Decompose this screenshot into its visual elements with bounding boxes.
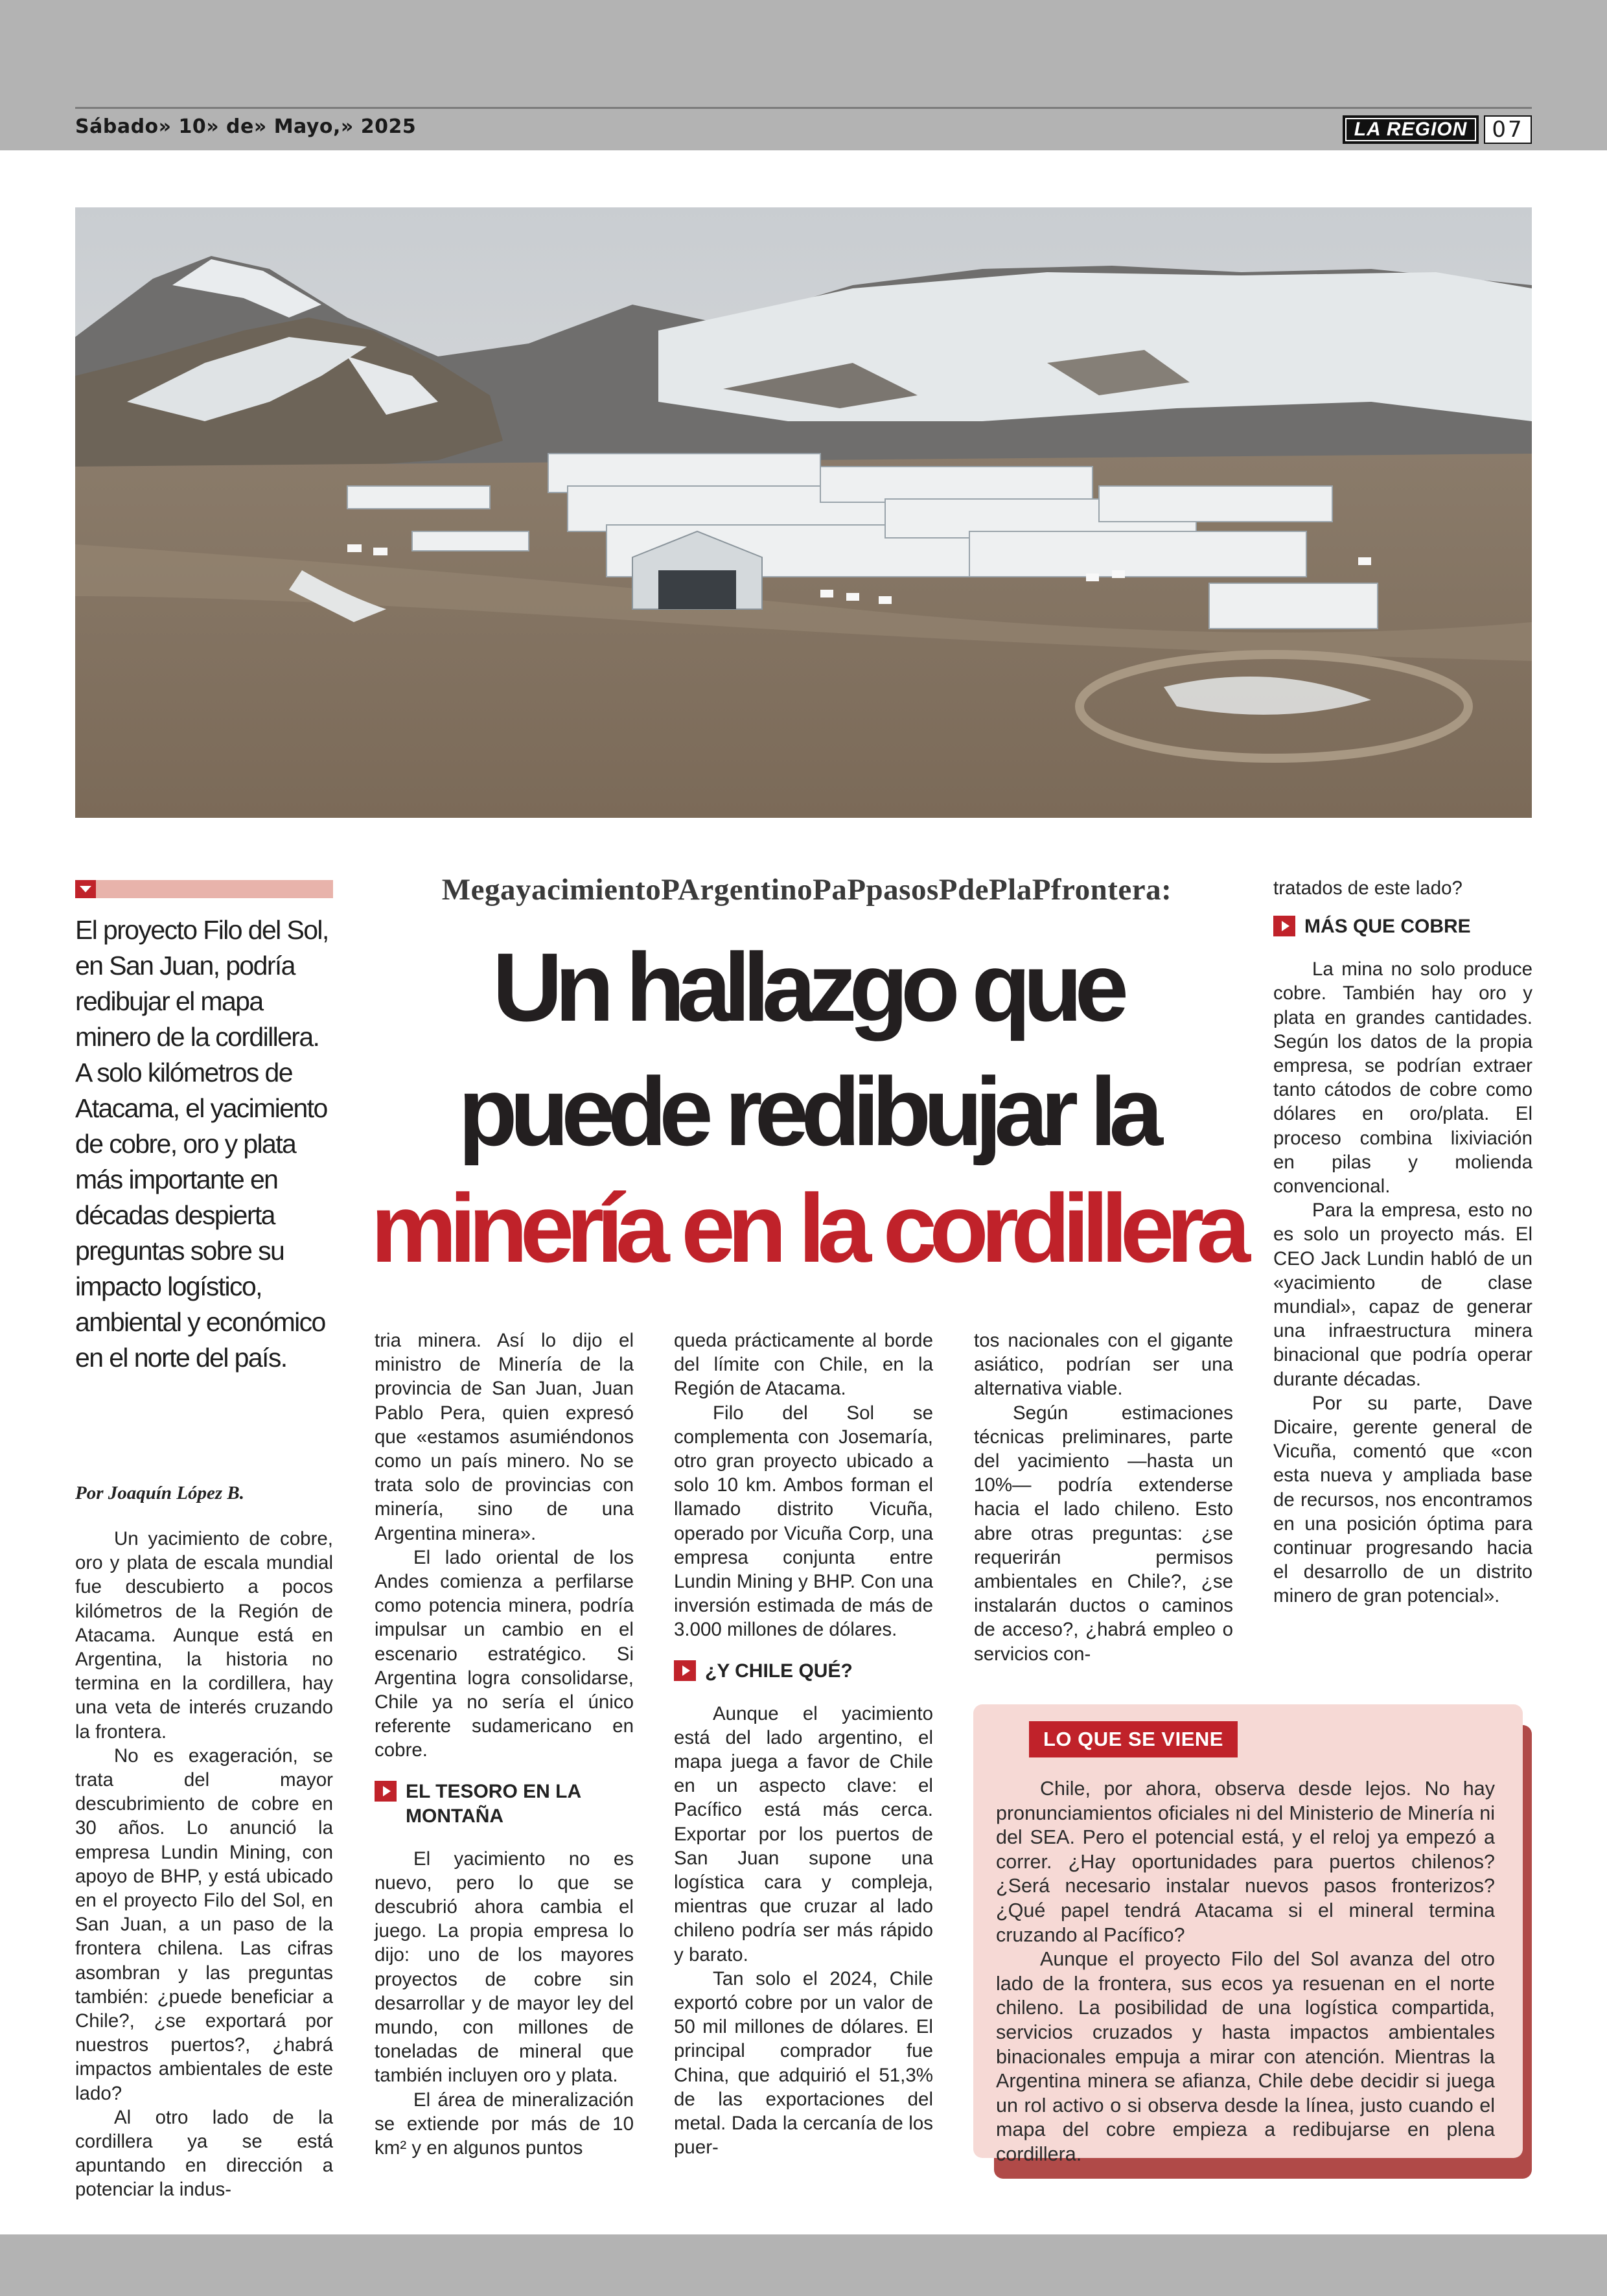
article-column-2 [375, 1328, 634, 2160]
article-column-3 [674, 1328, 933, 2160]
article-column-1 [75, 1527, 333, 2202]
paragraph: Filo del Sol se complementa con Josemaría, otro gran proyecto ubicado a solo 10 km. Ambos forman el llamado distrito Vicuña, operado por Vicuña Corp, una empresa conjunta entre Lundin Mining y BHP. Con una inversión estimada de más de 3.000 millones de dólares. [674, 1402, 933, 1641]
subheading-y-chile-que [674, 1659, 933, 1684]
subheading-mas-que-cobre [1273, 914, 1532, 939]
paragraph: El área de mineralización se extiende por más de 10 km² y en algunos puntos [375, 2089, 634, 2159]
paragraph: La mina no solo produce cobre. También hay oro y plata en grandes cantidades. Según los datos de la propia empresa, se podrían extraer tanto cátodos de cobre como dólares en oro/plata. El proceso combina lixiviación en pilas y molienda convencional. [1273, 958, 1532, 1198]
play-arrow-icon [375, 1781, 397, 1802]
article-column-4 [974, 1328, 1233, 1666]
sidebar-box-tag: LO QUE SE VIENE [1029, 1721, 1238, 1757]
paragraph: Tan solo el 2024, Chile exportó cobre por un valor de 50 mil millones de dólares. El principal comprador fue China, que adquirió el 51,3% de las exportaciones del metal. Dada la cercanía de los puer- [674, 1967, 933, 2159]
paragraph: El yacimiento no es nuevo, pero lo que se descubrió ahora cambia el juego. La propia empresa lo dijo: uno de los mayores proyectos de cobre sin desarrollar y de mayor ley del mundo, con millones de toneladas de mineral que también incluyen oro y plata. [375, 1848, 634, 2087]
headline-line-2: puede redibujar la [458, 1057, 1155, 1166]
paragraph: queda prácticamente al borde del límite con Chile, en la Región de Atacama. [674, 1330, 933, 1400]
paragraph: Un yacimiento de cobre, oro y plata de escala mundial fue descubierto a pocos kilómetros de la Región de Atacama. Aunque está en Argentina, la historia no termina en la cordillera, hay una veta de interés cruzando la frontera. [75, 1528, 333, 1743]
chevron-down-icon [75, 880, 96, 898]
article-column-5 [1273, 876, 1532, 1608]
paragraph: Chile, por ahora, observa desde lejos. No hay pronunciamientos oficiales ni del Ministerio de Minería ni del SEA. Pero el potencial está, y el reloj ya empezó a correr. ¿Hay oportunidades para puertos chilenos? ¿Será necesario instalar nuevos pasos fronterizos? ¿Qué papel tendrá Atacama si el mineral termina cruzando al Pacífico? [996, 1778, 1495, 1946]
subheading-text: MÁS QUE COBRE [1304, 916, 1471, 938]
byline: Por Joaquín López B. [75, 1483, 245, 1503]
paragraph: El lado oriental de los Andes comienza a perfilarse como potencia minera, podría impulsar un cambio en el escenario estratégico. Si Argentina logra consolidarse, Chile ya no sería el único referente sudamericano en cobre. [375, 1546, 634, 1761]
paragraph: Al otro lado de la cordillera ya se está apuntando en dirección a potenciar la indus- [75, 2106, 333, 2201]
bottom-gray-band [0, 2234, 1607, 2296]
subheading-text: ¿Y CHILE QUÉ? [705, 1660, 853, 1682]
paragraph: tos nacionales con el gigante asiático, podrían ser una alternativa viable. [974, 1330, 1233, 1400]
lede-accent-bar [75, 880, 333, 898]
paragraph: No es exageración, se trata del mayor descubrimiento de cobre en 30 años. Lo anunció la empresa Lundin Mining, con apoyo de BHP, y está ubicado en el proyecto Filo del Sol, en San Juan, a un paso de la frontera chilena. Las cifras asombran y las preguntas también: ¿puede beneficiar a Chile?, ¿se exportará por nuestros puertos?, ¿habrá impactos ambientales de este lado? [75, 1745, 333, 2104]
headline-line-1: Un hallazgo que [492, 933, 1122, 1041]
headline-kicker: MegayacimientoPArgentinoPaPpasosPdePlaPfrontera: [441, 873, 1172, 907]
header-date: Sábado» 10» de» Mayo,» 2025 [75, 115, 417, 138]
paragraph: Por su parte, Dave Dicaire, gerente general de Vicuña, comentó que «con esta nueva y ampliada base de recursos, nos encontramos en una posición óptima para continuar progresando hacia el desarrollo de un distrito minero de gran potencial». [1273, 1392, 1532, 1607]
play-arrow-icon [1273, 916, 1295, 936]
sidebar-box-text [996, 1777, 1495, 2167]
paragraph: tratados de este lado? [1273, 877, 1462, 899]
headline-line-3: minería en la cordillera [370, 1174, 1243, 1282]
lead-photo [75, 207, 1532, 818]
paragraph: Para la empresa, esto no es solo un proyecto más. El CEO Jack Lundin habló de un «yacimiento de clase mundial», capaz de generar una infraestructura minera binacional que podría operar durante décadas. [1273, 1200, 1532, 1390]
play-arrow-icon [674, 1660, 696, 1681]
header-rule [75, 107, 1532, 109]
subheading-text: EL TESORO EN LA MONTAÑA [406, 1780, 581, 1827]
article-lede: El proyecto Filo del Sol, en San Juan, podría redibujar el mapa minero de la cordillera. A solo kilómetros de Atacama, el yacimiento de cobre, oro y plata más importante en décadas despierta preguntas sobre su impacto logístico, ambiental y económico en el norte del país. [75, 915, 329, 1373]
subheading-el-tesoro [375, 1780, 634, 1829]
paragraph: tria minera. Así lo dijo el ministro de Minería de la provincia de San Juan, Juan Pablo Pera, quien expresó que «estamos asumiéndonos como un país minero. No se trata solo de provincias con minería, sino de una Argentina minera». [375, 1330, 634, 1544]
masthead-logo: LA REGION [1343, 115, 1479, 144]
page-number: 07 [1484, 115, 1532, 144]
paragraph: Aunque el proyecto Filo del Sol avanza del otro lado de la frontera, sus ecos ya resuenan en el norte chileno. La posibilidad de una logística compartida, servicios cruzados y hasta impactos ambientales binacionales empuja a mirar con atención. Mientras la Argentina minera se afianza, Chile debe decidir si juega un rol activo o si observa desde la línea, justo cuando el mapa del cobre empieza a redibujarse en plena cordillera. [996, 1948, 1495, 2165]
paragraph: Aunque el yacimiento está del lado argentino, el mapa juega a favor de Chile en un aspecto clave: el Pacífico está más cerca. Exportar por los puertos de San Juan supone una logística cara y compleja, mientras que cruzar al lado chileno podría ser más rápido y barato. [674, 1702, 933, 1966]
paragraph: Según estimaciones técnicas preliminares, parte del yacimiento —hasta un 10%— podría extenderse hacia el lado chileno. Esto abre otras preguntas: ¿se requerirán permisos ambientales en Chile?, ¿se instalarán ductos o caminos de acceso?, ¿habrá empleo o servicios con- [974, 1402, 1233, 1665]
